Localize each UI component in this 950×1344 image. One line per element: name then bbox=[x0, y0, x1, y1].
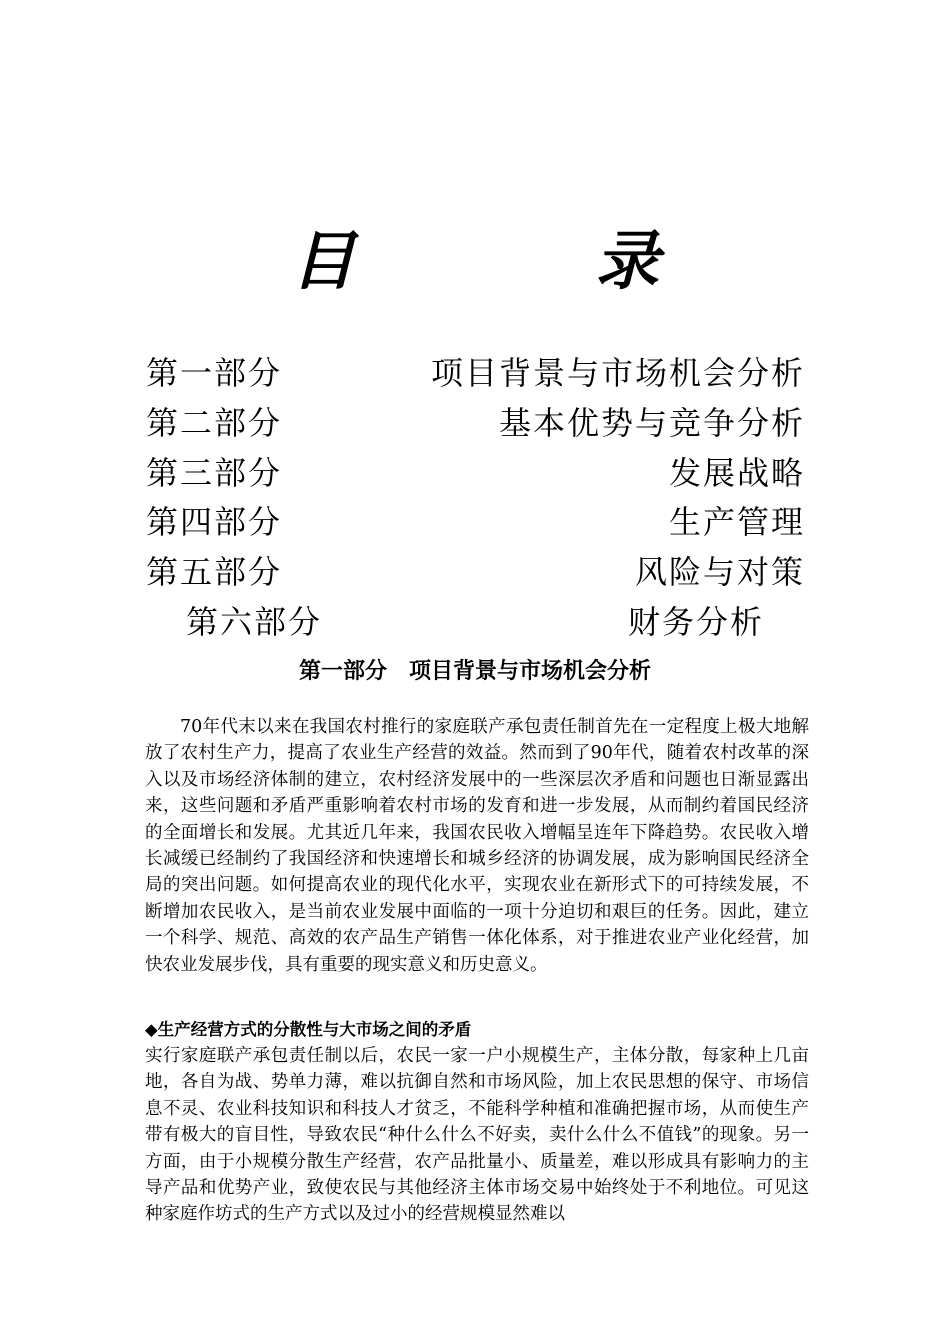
toc-item-topic: 生产管理 bbox=[668, 503, 805, 541]
toc-item-topic: 发展战略 bbox=[668, 454, 805, 492]
section-heading: 第一部分 项目背景与市场机会分析 bbox=[298, 659, 651, 684]
toc-item bbox=[146, 448, 805, 498]
toc-item-part: 第二部分 bbox=[146, 404, 283, 442]
toc-item bbox=[186, 597, 764, 647]
toc-item bbox=[146, 497, 805, 547]
body-paragraph: 实行家庭联产承包责任制以后，农民一家一户小规模生产，主体分散，每家种上几亩地，各自为战、势单力薄，难以抗御自然和市场风险，加上农民思想的保守、市场信息不灵、农业科技知识和科技人才贫乏，不能科学种植和准确把握市场，从而使生产带有极大的盲目性，导致农民“种什么什么不好卖，卖什么什么不值钱”的现象。另一方面，由于小规模分散生产经营，农产品批量小、质量差，难以形成具有影响力的主导产品和优势产业，致使农民与其他经济主体市场交易中始终处于不利地位。可见这种家庭作坊式的生产方式以及过小的经营规模显然难以 bbox=[145, 1046, 809, 1225]
toc-item bbox=[146, 348, 805, 398]
toc-item-part: 第六部分 bbox=[186, 603, 323, 641]
body-paragraph: 70年代末以来在我国农村推行的家庭联产承包责任制首先在一定程度上极大地解放了农村生产力，提高了农业生产经营的效益。然而到了90年代，随着农村改革的深入以及市场经济体制的建立，农村经济发展中的一些深层次矛盾和问题也日渐显露出来，这些问题和矛盾严重影响着农村市场的发育和进一步发展，从而制约着国民经济的全面增长和发展。尤其近几年来，我国农民收入增幅呈连年下降趋势。农民收入增长减缓已经制约了我国经济和快速增长和城乡经济的协调发展，成为影响国民经济全局的突出问题。如何提高农业的现代化水平，实现农业在新形式下的可持续发展，不断增加农民收入，是当前农业发展中面临的一项十分迫切和艰巨的任务。因此，建立一个科学、规范、高效的农产品生产销售一体化体系，对于推进农业产业化经营，加快农业发展步伐，具有重要的现实意义和历史意义。 bbox=[145, 717, 809, 975]
toc-item-part: 第四部分 bbox=[146, 503, 283, 541]
toc-item-topic: 财务分析 bbox=[627, 603, 764, 641]
sub-heading: ◆生产经营方式的分散性与大市场之间的矛盾 bbox=[145, 1020, 472, 1039]
toc-item-topic: 基本优势与竞争分析 bbox=[498, 404, 805, 442]
toc-item-topic: 项目背景与市场机会分析 bbox=[430, 354, 805, 392]
toc-item bbox=[146, 547, 805, 597]
toc-item-topic: 风险与对策 bbox=[634, 553, 805, 591]
toc-item bbox=[146, 398, 805, 448]
toc-item-part: 第五部分 bbox=[146, 553, 283, 591]
toc-title: 目 录 bbox=[291, 224, 747, 299]
toc-item-part: 第三部分 bbox=[146, 454, 283, 492]
toc-item-part: 第一部分 bbox=[146, 354, 283, 392]
